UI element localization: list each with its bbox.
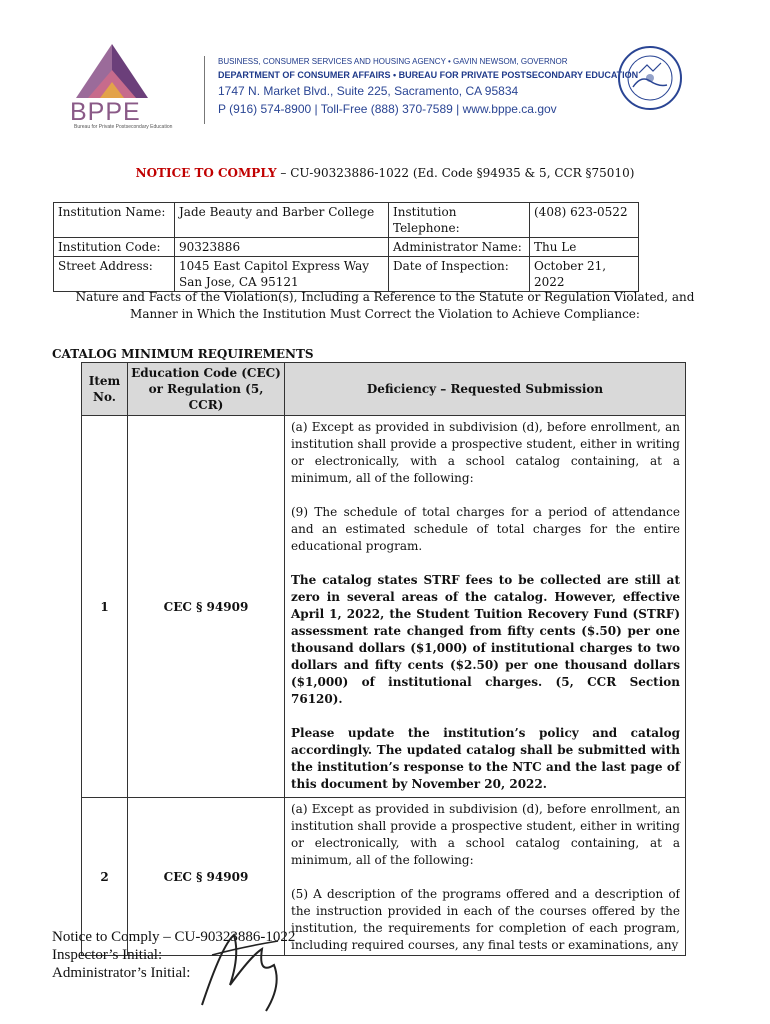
- code-reference: CEC § 94909: [128, 798, 285, 956]
- col-item: [82, 363, 128, 416]
- footer-reference: Notice to Comply – CU-90323886-1022: [52, 929, 296, 945]
- street-address-value: [175, 257, 389, 292]
- code-reference: CEC § 94909: [128, 416, 285, 798]
- inspector-initial-label: Inspector’s Initial:: [52, 947, 163, 963]
- notice-title: [0, 166, 770, 180]
- inspection-date-value: October 21, 2022: [530, 257, 639, 292]
- paragraph: (a) Except as provided in subdivision (d), before enrollment, an institution shall provide a prospective student, either in writing or electronically, with a school catalog containing, at a minimum, all of the following:: [291, 420, 680, 485]
- col-code-line-1: Education Code (CEC): [131, 366, 281, 380]
- nature-of-violation: Nature and Facts of the Violation(s), Including a Reference to the Statute or Regulation Violated, and Manner in Which the Institution Must Correct the Violation to Achieve Compliance:: [75, 290, 695, 321]
- california-seal-icon: [617, 45, 683, 111]
- deficiency-description: [285, 798, 686, 956]
- logo-text: BPPE: [70, 98, 141, 126]
- institution-phone-value: (408) 623-0522: [530, 203, 639, 238]
- table-header-row: [82, 363, 686, 416]
- street-address-label: Street Address:: [54, 257, 175, 292]
- institution-name-label: Institution Name:: [54, 203, 175, 238]
- department-line: DEPARTMENT OF CONSUMER AFFAIRS • BUREAU FOR PRIVATE POSTSECONDARY EDUCATION: [218, 70, 639, 80]
- col-code: [128, 363, 285, 416]
- agency-line: BUSINESS, CONSUMER SERVICES AND HOUSING AGENCY • GAVIN NEWSOM, GOVERNOR: [218, 57, 568, 66]
- deficiency-description: [285, 416, 686, 798]
- logo-subtitle: Bureau for Private Postsecondary Education: [74, 124, 173, 130]
- institution-code-value: 90323886: [175, 238, 389, 257]
- table-row: [54, 257, 639, 292]
- institution-phone-label: Institution Telephone:: [389, 203, 530, 238]
- requested-submission: Please update the institution’s policy and catalog accordingly. The updated catalog shall be submitted with the institution’s response to the NTC and the last page of this document by November 20, 2022.: [291, 726, 680, 791]
- description-clip: [291, 801, 680, 951]
- col-item-line-1: Item: [88, 374, 121, 388]
- table-row: [82, 416, 686, 798]
- institution-name-value: Jade Beauty and Barber College: [175, 203, 389, 238]
- administrator-initial-label: Administrator’s Initial:: [52, 965, 191, 981]
- deficiency-table: [81, 362, 686, 956]
- header-divider: [204, 56, 205, 124]
- address-line: 1747 N. Market Blvd., Suite 225, Sacramento, CA 95834: [218, 84, 519, 98]
- institution-info-table: [53, 202, 639, 292]
- table-row: [54, 238, 639, 257]
- item-number: 1: [82, 416, 128, 798]
- table-row: [54, 203, 639, 238]
- col-code-line-2: or Regulation (5, CCR): [148, 382, 264, 412]
- paragraph: (9) The schedule of total charges for a period of attendance and an estimated schedule of total charges for the entire educational program.: [291, 505, 680, 553]
- paragraph: (5) A description of the programs offered and a description of the instruction provided in each of the courses offered by the institution, the requirements for completion of each program, including required courses, any final tests or examinations, any: [291, 887, 680, 951]
- strf-finding: The catalog states STRF fees to be collected are still at zero in several areas of the catalog. However, effective April 1, 2022, the Student Tuition Recovery Fund (STRF) assessment rate changed from fifty cents ($.50) per one thousand dollars ($1,000) of institutional charges to two dollars and fifty cents ($2.50) per one thousand dollars ($1,000) of institutional charges. (5, CCR Section 76120).: [291, 573, 680, 706]
- handwritten-signature: [182, 925, 312, 1015]
- paragraph-bold: [291, 572, 680, 708]
- notice-reference: – CU-90323886-1022 (Ed. Code §94935 & 5, CCR §75010): [276, 166, 635, 180]
- col-deficiency: Deficiency – Requested Submission: [285, 363, 686, 416]
- administrator-label: Administrator Name:: [389, 238, 530, 257]
- paragraph: (a) Except as provided in subdivision (d), before enrollment, an institution shall provide a prospective student, either in writing or electronically, with a school catalog containing, at a minimum, all of the following:: [291, 802, 680, 867]
- institution-code-label: Institution Code:: [54, 238, 175, 257]
- paragraph-bold: [291, 725, 680, 793]
- notice-label: NOTICE TO COMPLY: [135, 166, 277, 180]
- street-line-1: 1045 East Capitol Express Way: [179, 259, 370, 273]
- street-line-2: San Jose, CA 95121: [179, 275, 299, 289]
- contact-line: P (916) 574-8900 | Toll-Free (888) 370-7589 | www.bppe.ca.gov: [218, 102, 557, 116]
- col-item-line-2: No.: [93, 390, 116, 404]
- administrator-value: Thu Le: [530, 238, 639, 257]
- section-title: CATALOG MINIMUM REQUIREMENTS: [52, 347, 314, 361]
- item-number: 2: [82, 798, 128, 956]
- inspection-date-label: Date of Inspection:: [389, 257, 530, 292]
